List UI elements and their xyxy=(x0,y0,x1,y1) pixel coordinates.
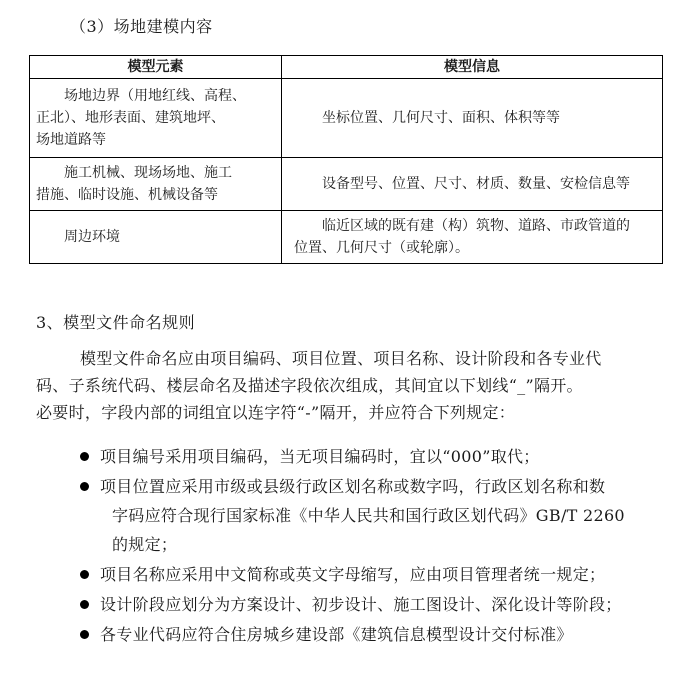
cell-model-info xyxy=(282,158,663,211)
header-model-info: 模型信息 xyxy=(282,56,663,79)
paragraph-line: 必要时，字段内部的词组宜以连字符“-”隔开，并应符合下列规定： xyxy=(36,403,516,422)
list-item-text: 各专业代码应符合住房城乡建设部《建筑信息模型设计交付标准》 xyxy=(100,625,573,644)
list-item xyxy=(78,442,668,471)
cell-line: 位置、几何尺寸（或轮廓）。 xyxy=(294,240,469,256)
table-row xyxy=(30,158,663,211)
cell-line: 临近区域的既有建（构）筑物、道路、市政管道的 xyxy=(322,218,630,234)
paragraph-line: 码、子系统代码、楼层命名及描述字段依次组成，其间宜以下划线“_”隔开。 xyxy=(36,376,583,395)
cell-line: 场地边界（用地红线、高程、 xyxy=(64,88,246,104)
bullet-dot-icon xyxy=(80,452,89,461)
list-item-text: 项目编号采用项目编码，当无项目编码时，宜以“000”取代； xyxy=(100,447,540,466)
list-item-text-continued: 字码应符合现行国家标准《中华人民共和国行政区划代码》GB/T 2260 xyxy=(112,506,625,525)
section-heading-site-modeling: （3）场地建模内容 xyxy=(70,17,213,36)
list-item xyxy=(78,590,668,619)
cell-line: 周边环境 xyxy=(64,229,120,245)
cell-model-info xyxy=(282,79,663,158)
list-item-text-continued: 的规定； xyxy=(112,535,178,554)
intro-paragraph xyxy=(36,345,666,426)
section-heading-naming-rules: 3、模型文件命名规则 xyxy=(36,313,196,332)
site-model-table xyxy=(29,55,663,264)
list-item-text: 项目位置应采用市级或县级行政区划名称或数字吗，行政区划名称和数 xyxy=(100,477,606,496)
list-item-text: 项目名称应采用中文简称或英文字母缩写，应由项目管理者统一规定； xyxy=(100,565,606,584)
list-item xyxy=(78,560,668,589)
cell-model-info xyxy=(282,211,663,264)
bullet-dot-icon xyxy=(80,600,89,609)
cell-model-element xyxy=(30,79,282,158)
bullet-dot-icon xyxy=(80,482,89,491)
table-row xyxy=(30,211,663,264)
bullet-dot-icon xyxy=(80,630,89,639)
table-header-row xyxy=(30,56,663,79)
cell-line: 坐标位置、几何尺寸、面积、体积等等 xyxy=(322,110,560,126)
cell-line: 措施、临时设施、机械设备等 xyxy=(36,187,218,203)
list-item xyxy=(78,620,668,649)
paragraph-line: 模型文件命名应由项目编码、项目位置、项目名称、设计阶段和各专业代 xyxy=(80,349,602,368)
cell-line: 场地道路等 xyxy=(36,132,106,148)
rules-bullet-list xyxy=(78,442,668,650)
cell-model-element xyxy=(30,158,282,211)
list-item xyxy=(78,472,668,559)
cell-line: 设备型号、位置、尺寸、材质、数量、安检信息等 xyxy=(322,176,630,192)
bullet-dot-icon xyxy=(80,570,89,579)
table-row xyxy=(30,79,663,158)
header-model-element: 模型元素 xyxy=(30,56,282,79)
cell-line: 正北）、地形表面、建筑地坪、 xyxy=(36,110,225,126)
cell-line: 施工机械、现场场地、施工 xyxy=(64,165,232,181)
cell-model-element xyxy=(30,211,282,264)
list-item-text: 设计阶段应划分为方案设计、初步设计、施工图设计、深化设计等阶段； xyxy=(100,595,622,614)
